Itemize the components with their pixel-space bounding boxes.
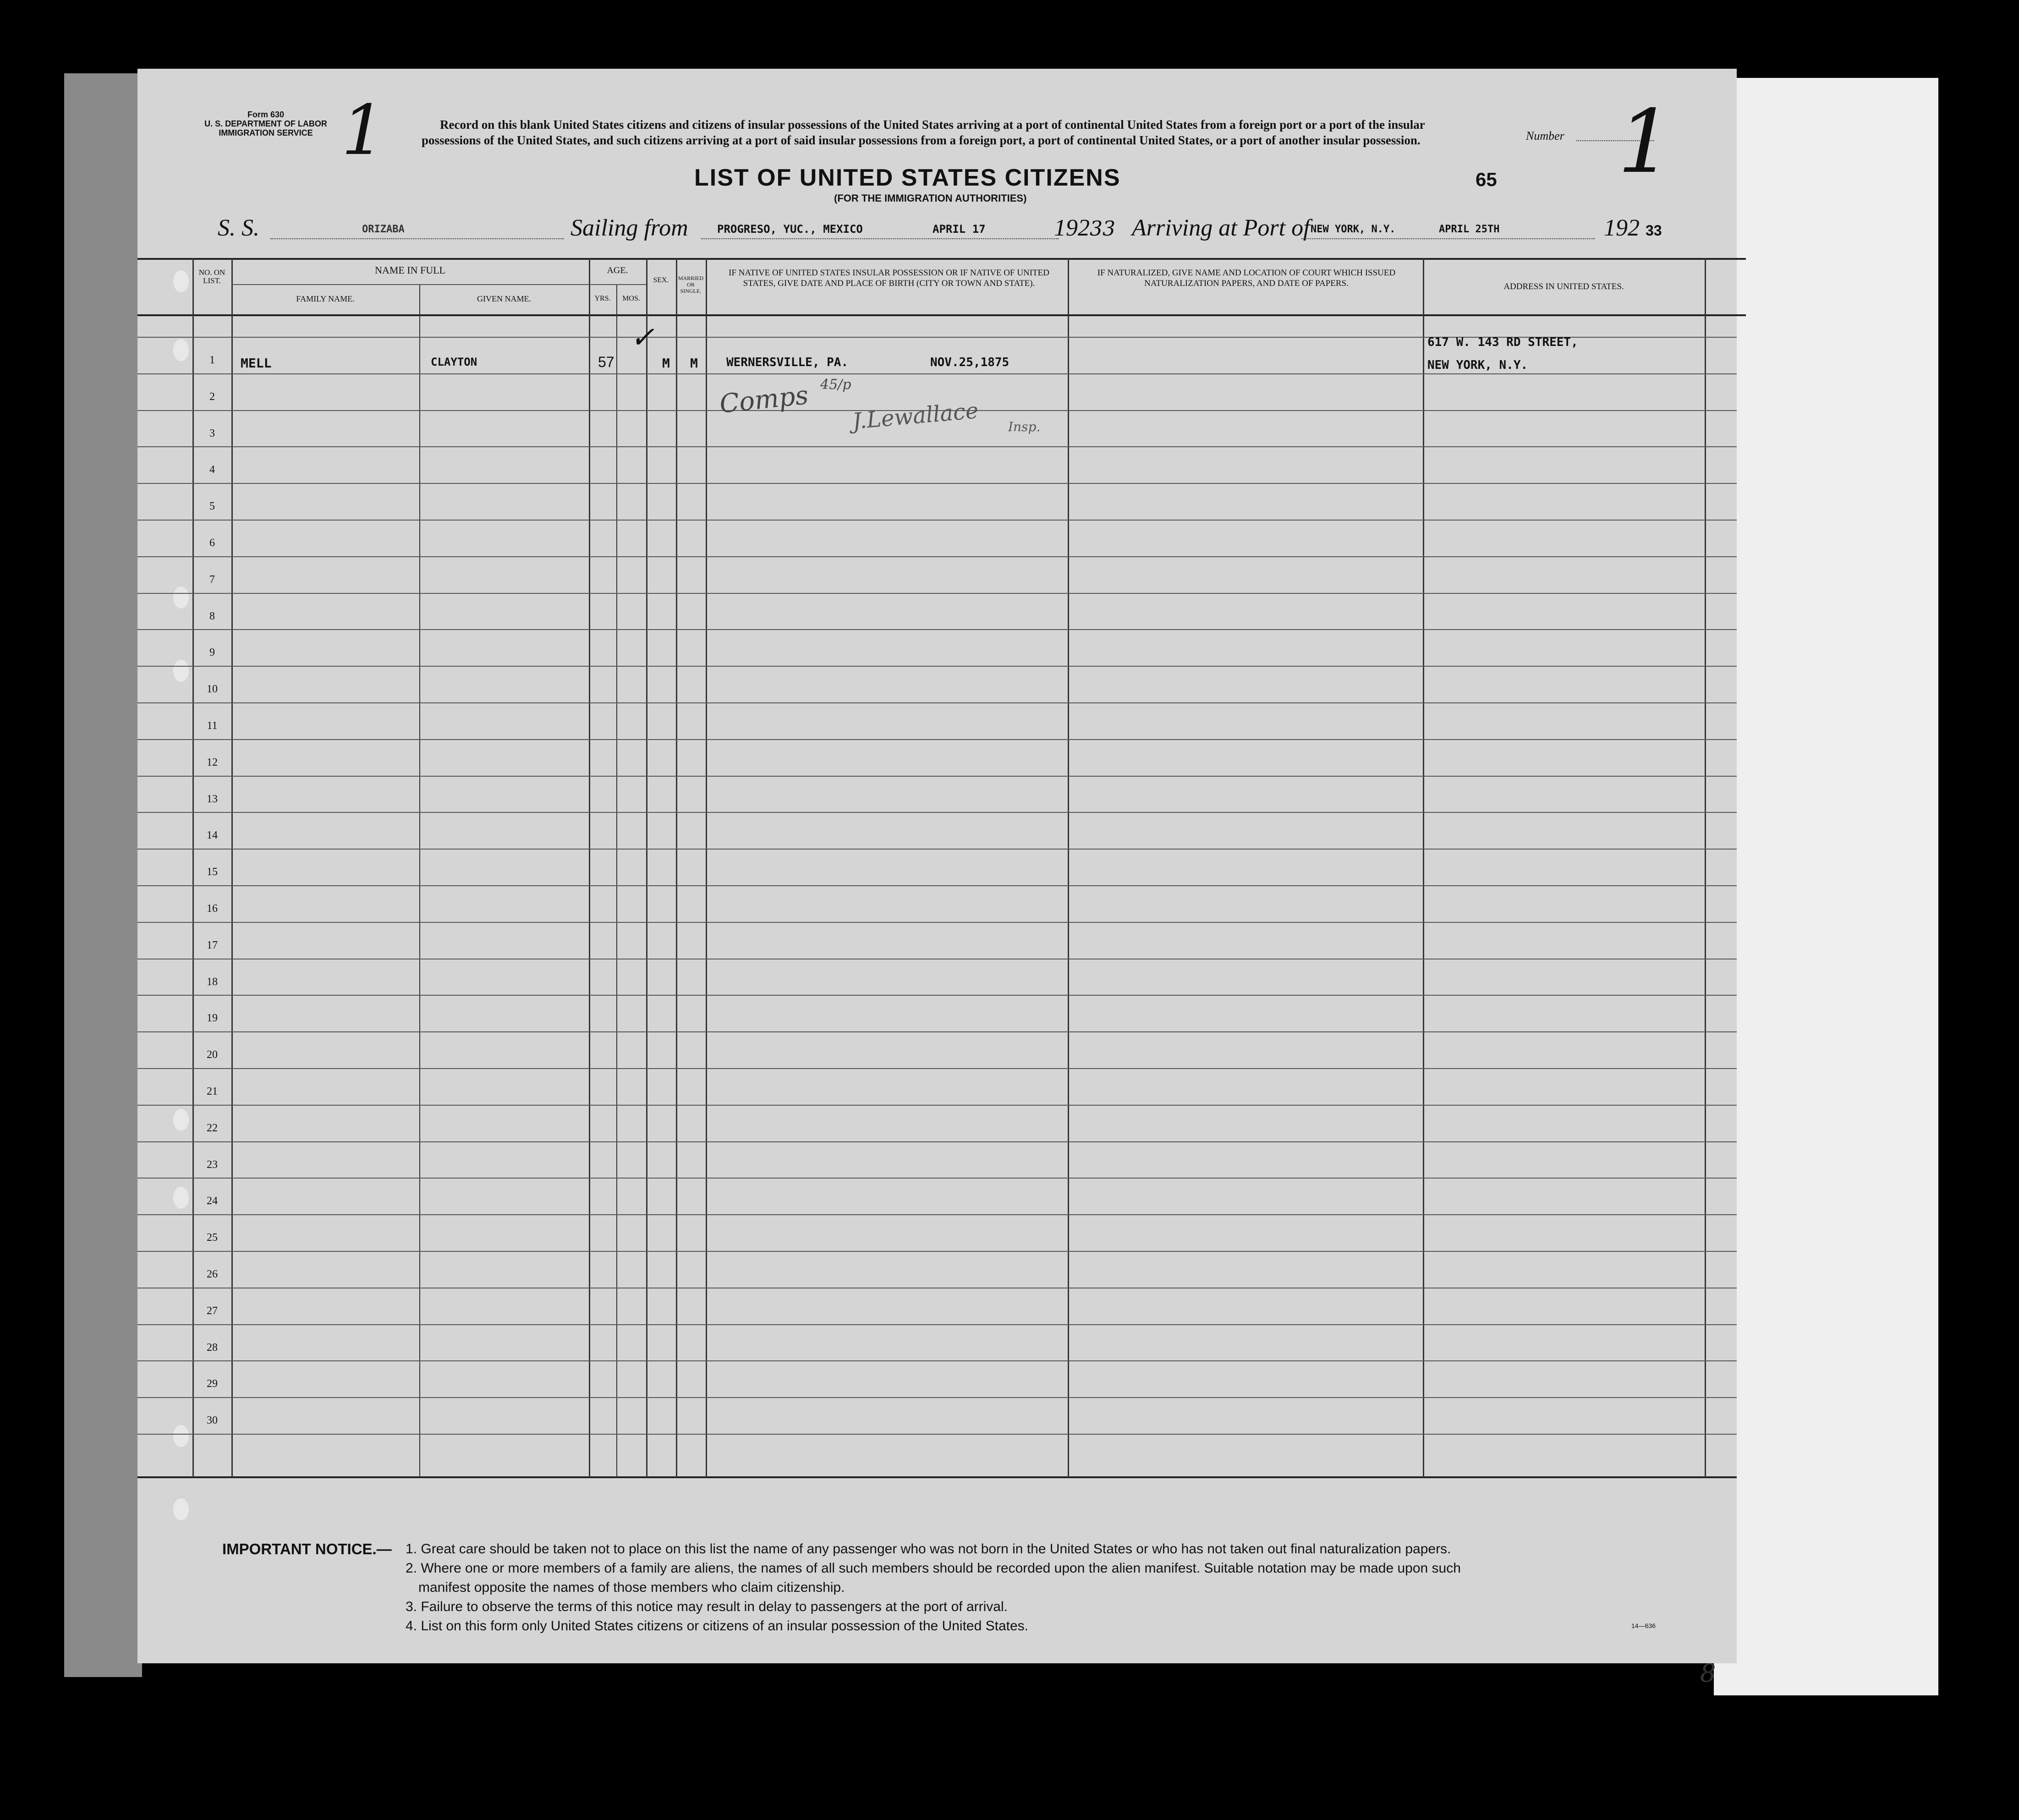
row-rule <box>137 1178 1737 1179</box>
col-header-age: AGE. <box>607 265 628 275</box>
row-number: 2 <box>209 391 215 403</box>
form-service: IMMIGRATION SERVICE <box>219 128 313 137</box>
row-rule <box>137 556 1737 557</box>
col-header-naturalized: IF NATURALIZED, GIVE NAME AND LOCATION OF COURT WHICH ISSUED NATURALIZATION PAPERS, AND DATE OF PAPERS. <box>1097 268 1396 288</box>
year-suffix-1: 33 <box>1090 217 1115 241</box>
page-title: LIST OF UNITED STATES CITIZENS <box>694 164 1121 191</box>
ship-name: ORIZABA <box>362 224 405 235</box>
row-rule <box>137 995 1737 996</box>
row1-age-years: 57 <box>598 354 614 370</box>
notice-item-4: 4. List on this form only United States citizens or citizens of an insular possession of the United States. <box>406 1618 1029 1634</box>
year-field-1 <box>1054 214 1115 241</box>
binder-hole <box>173 1187 189 1209</box>
comps-fraction: 45/p <box>820 377 851 393</box>
row-number: 28 <box>207 1342 218 1354</box>
row-number: 6 <box>209 537 215 549</box>
handwritten-number: 1 <box>1618 91 1673 192</box>
arriving-label: Arriving at Port of <box>1132 215 1310 241</box>
row-number: 27 <box>207 1305 218 1317</box>
manifest-sheet <box>137 69 1737 1663</box>
row-rule <box>137 1360 1737 1361</box>
row-rule <box>137 446 1737 447</box>
row-number: 5 <box>209 500 215 512</box>
row-rule <box>137 666 1737 667</box>
row-number: 16 <box>207 903 218 915</box>
year-field-2 <box>1604 214 1662 241</box>
row-number: 17 <box>207 939 218 951</box>
col-divider <box>589 258 590 1478</box>
row-rule <box>137 849 1737 850</box>
row-number: 30 <box>207 1414 218 1426</box>
row-number: 29 <box>207 1378 218 1390</box>
inspector-note: Insp. <box>1008 419 1041 434</box>
arriving-date: APRIL 25TH <box>1439 224 1500 235</box>
page-subtitle: (FOR THE IMMIGRATION AUTHORITIES) <box>834 192 1027 204</box>
col-divider <box>192 258 194 1478</box>
row-number: 8 <box>209 610 215 622</box>
col-divider <box>616 284 617 1478</box>
row1-birth-date: NOV.25,1875 <box>930 356 1010 369</box>
row1-birth-place: WERNERSVILLE, PA. <box>726 356 849 369</box>
row1-married: M <box>690 356 698 371</box>
binder-hole <box>173 270 189 292</box>
form-identifier <box>188 110 344 137</box>
table-bottom-rule <box>137 1476 1737 1478</box>
notice-item-2-cont: manifest opposite the names of those members who claim citizenship. <box>418 1580 845 1595</box>
row-number: 18 <box>207 976 218 988</box>
row-number: 15 <box>207 866 218 878</box>
row-number: 4 <box>209 464 215 476</box>
col-header-family: FAMILY NAME. <box>296 294 355 303</box>
row-rule <box>137 1214 1737 1215</box>
notice-item-3: 3. Failure to observe the terms of this notice may result in delay to passengers at the port of arrival. <box>406 1599 1008 1614</box>
col-divider <box>1705 258 1706 1478</box>
row1-address-line2: NEW YORK, N.Y. <box>1427 358 1528 372</box>
row-rule <box>137 1031 1737 1032</box>
col-header-married: MARRIED OR SINGLE. <box>678 275 704 294</box>
row-rule <box>137 776 1737 777</box>
year-prefix-1: 192 <box>1054 215 1090 241</box>
notice-item-2: 2. Where one or more members of a family are aliens, the names of all such members should be recorded upon the alien manifest. Suitable notation may be made upon such <box>406 1561 1461 1576</box>
comps-annotation: Comps <box>718 380 810 419</box>
form-department: U. S. DEPARTMENT OF LABOR <box>204 119 327 128</box>
row1-check-mark: ✓ <box>630 321 655 355</box>
row-number: 14 <box>207 829 218 841</box>
row-rule <box>137 1141 1737 1142</box>
row1-family-name: MELL <box>241 356 272 371</box>
page-number: 8 <box>1700 1659 1716 1688</box>
col-header-given: GIVEN NAME. <box>477 294 531 303</box>
binder-hole <box>173 339 189 361</box>
row-number: 20 <box>207 1049 218 1061</box>
binder-hole <box>173 1498 189 1520</box>
row-number: 1 <box>209 354 215 366</box>
row-rule <box>137 593 1737 594</box>
col-divider <box>676 258 677 1478</box>
col-divider <box>1068 258 1069 1478</box>
number-label: Number <box>1526 129 1564 143</box>
row-number: 24 <box>207 1195 218 1207</box>
row-rule <box>137 739 1737 740</box>
under-page <box>1714 78 1938 1695</box>
binder-hole <box>173 1425 189 1447</box>
row-number: 10 <box>207 683 218 695</box>
row-rule <box>137 1397 1737 1398</box>
row-number: 7 <box>209 574 215 586</box>
row-rule <box>137 1068 1737 1069</box>
year-suffix-2: 33 <box>1646 222 1662 239</box>
row-number: 11 <box>207 720 218 732</box>
print-code: 14—636 <box>1631 1622 1656 1629</box>
row-rule <box>137 1324 1737 1325</box>
col-header-yrs: YRS. <box>594 295 611 302</box>
sailing-port: PROGRESO, YUC., MEXICO <box>717 223 863 236</box>
row-rule <box>137 629 1737 630</box>
row-number: 3 <box>209 428 215 439</box>
ship-line <box>270 238 564 239</box>
col-header-sex: SEX. <box>653 276 669 284</box>
col-header-no: NO. ON LIST. <box>198 268 225 285</box>
row-rule <box>137 812 1737 813</box>
row-rule <box>137 885 1737 886</box>
sailing-label: Sailing from <box>571 215 688 241</box>
binder-hole <box>173 587 189 608</box>
row-rule <box>137 1105 1737 1106</box>
form-number: Form 630 <box>247 110 285 119</box>
notice-heading: IMPORTANT NOTICE.— <box>222 1540 392 1557</box>
row-number: 22 <box>207 1122 218 1134</box>
inspector-signature: J.Lewallace <box>851 398 980 434</box>
row-number: 25 <box>207 1232 218 1244</box>
row-rule <box>137 922 1737 923</box>
row1-given-name: CLAYTON <box>431 356 477 368</box>
col-divider <box>706 258 707 1478</box>
row-number: 26 <box>207 1268 218 1280</box>
form-instruction: Record on this blank United States citizens and citizens of insular possessions of the United States arriving at a port of continental United States from a foreign port or a port of the insular possessions of the United States, and such citizens arriving at a port of said insular possessions from a foreign port, a port of continental United States, or a port of another insular possession. <box>422 118 1425 147</box>
sailing-line <box>701 238 1059 239</box>
col-divider <box>646 258 647 1478</box>
table-header-rule <box>137 314 1746 316</box>
row-rule <box>137 483 1737 484</box>
row-number: 9 <box>209 647 215 658</box>
row1-address-line1: 617 W. 143 RD STREET, <box>1427 335 1578 349</box>
sheet-number: 65 <box>1476 169 1497 190</box>
arriving-line <box>1301 238 1595 239</box>
handwritten-list-number: 1 <box>341 91 385 170</box>
col-divider <box>419 284 420 1478</box>
col-header-address: ADDRESS IN UNITED STATES. <box>1503 282 1624 291</box>
notice-item-1: 1. Great care should be taken not to place on this list the name of any passenger who was not born in the United States or who has not taken out final naturalization papers. <box>406 1541 1451 1557</box>
arriving-port: NEW YORK, N.Y. <box>1311 224 1396 235</box>
row-rule <box>137 1434 1737 1435</box>
binder-hole <box>173 1109 189 1131</box>
row-rule <box>137 1251 1737 1252</box>
row-number: 19 <box>207 1012 218 1024</box>
row-rule <box>137 373 1737 374</box>
col-divider <box>1423 258 1424 1478</box>
table-top-rule <box>137 258 1746 260</box>
subheader-rule <box>231 284 646 285</box>
row-number: 13 <box>207 793 218 805</box>
binder-hole <box>173 660 189 682</box>
year-prefix-2: 192 <box>1604 215 1640 241</box>
row-number: 23 <box>207 1159 218 1171</box>
row-rule <box>137 702 1737 703</box>
col-header-name: NAME IN FULL <box>375 264 445 276</box>
col-divider <box>231 258 233 1478</box>
sailing-date: APRIL 17 <box>933 223 986 236</box>
row-rule <box>137 520 1737 521</box>
binding-strip <box>64 73 142 1677</box>
col-header-birth: IF NATIVE OF UNITED STATES INSULAR POSSESSION OR IF NATIVE OF UNITED STATES, GIVE DATE AND PLACE OF BIRTH (CITY OR TOWN AND STATE). <box>729 268 1049 288</box>
row1-sex: M <box>662 356 670 371</box>
ss-label: S. S. <box>218 215 259 241</box>
col-header-mos: MOS. <box>622 295 640 302</box>
row-number: 12 <box>207 757 218 768</box>
row-number: 21 <box>207 1085 218 1097</box>
